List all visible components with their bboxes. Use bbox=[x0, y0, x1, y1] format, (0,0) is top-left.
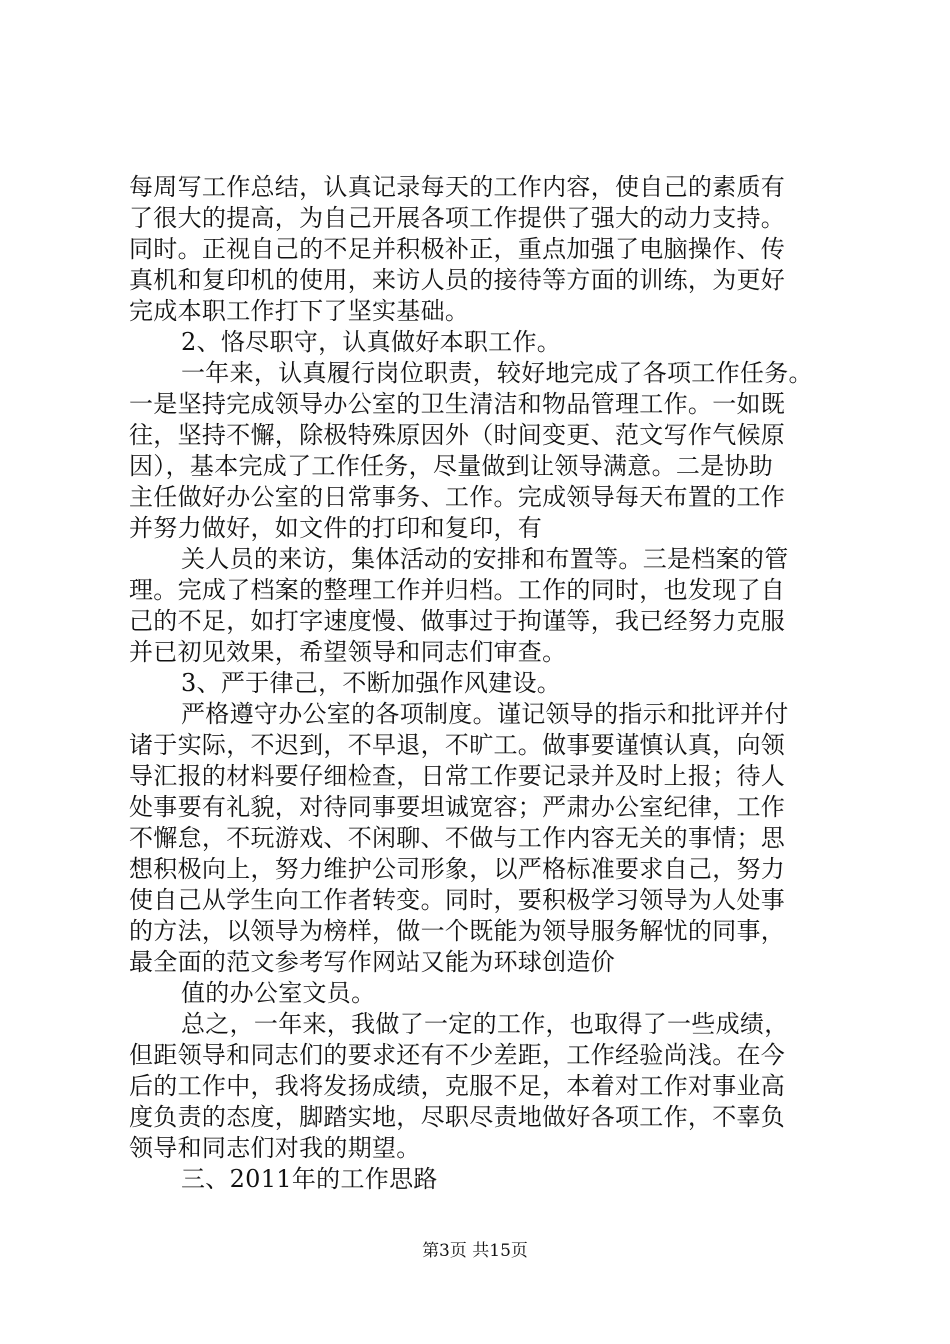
section-heading: 3、严于律己，不断加强作风建设。 bbox=[181, 669, 562, 697]
text-line: 关人员的来访，集体活动的安排和布置等。三是档案的管 bbox=[181, 545, 789, 573]
document-body bbox=[129, 172, 849, 1195]
text-line: 并已初见效果，希望领导和同志们审查。 bbox=[129, 638, 567, 666]
text-line: 处事要有礼貌，对待同事要坦诚宽容；严肃办公室纪律，工作 bbox=[129, 793, 786, 821]
text-line: 不懈怠，不玩游戏、不闲聊、不做与工作内容无关的事情；思 bbox=[129, 824, 786, 852]
section-heading: 三、2011年的工作思路 bbox=[181, 1165, 438, 1193]
text-line: 每周写工作总结，认真记录每天的工作内容，使自己的素质有 bbox=[129, 173, 786, 201]
text-line: 了很大的提高，为自己开展各项工作提供了强大的动力支持。 bbox=[129, 204, 786, 232]
text-line: 的方法，以领导为榜样，做一个既能为领导服务解忧的同事， bbox=[129, 917, 786, 945]
text-line: 因），基本完成了工作任务，尽量做到让领导满意。二是协助 bbox=[129, 452, 774, 480]
text-line: 导汇报的材料要仔细检查，日常工作要记录并及时上报；待人 bbox=[129, 762, 786, 790]
text-line: 一是坚持完成领导办公室的卫生清洁和物品管理工作。一如既 bbox=[129, 390, 786, 418]
text-line: 后的工作中，我将发扬成绩，克服不足，本着对工作对事业高 bbox=[129, 1072, 786, 1100]
text-line: 一年来，认真履行岗位职责，较好地完成了各项工作任务。 bbox=[181, 359, 813, 387]
text-line: 主任做好办公室的日常事务、工作。完成领导每天布置的工作 bbox=[129, 483, 786, 511]
text-line: 往，坚持不懈，除极特殊原因外（时间变更、范文写作气候原 bbox=[129, 421, 786, 449]
text-line: 想积极向上，努力维护公司形象，以严格标准要求自己，努力 bbox=[129, 855, 786, 883]
text-line: 领导和同志们对我的期望。 bbox=[129, 1134, 421, 1162]
text-line: 总之，一年来，我做了一定的工作，也取得了一些成绩， bbox=[181, 1010, 789, 1038]
text-line: 最全面的范文参考写作网站又能为环球创造价 bbox=[129, 948, 615, 976]
text-line: 严格遵守办公室的各项制度。谨记领导的指示和批评并付 bbox=[181, 700, 789, 728]
text-line: 使自己从学生向工作者转变。同时，要积极学习领导为人处事 bbox=[129, 886, 786, 914]
text-line: 并努力做好，如文件的打印和复印，有 bbox=[129, 514, 543, 542]
text-line: 诸于实际，不迟到，不早退，不旷工。做事要谨慎认真，向领 bbox=[129, 731, 786, 759]
text-line: 值的办公室文员。 bbox=[181, 979, 376, 1007]
text-line: 完成本职工作打下了坚实基础。 bbox=[129, 297, 470, 325]
text-line: 但距领导和同志们的要求还有不少差距，工作经验尚浅。在今 bbox=[129, 1041, 786, 1069]
page-number-footer: 第3页 共15页 bbox=[422, 1241, 528, 1261]
text-line: 己的不足，如打字速度慢、做事过于拘谨等，我已经努力克服 bbox=[129, 607, 786, 635]
text-line: 理。完成了档案的整理工作并归档。工作的同时，也发现了自 bbox=[129, 576, 786, 604]
text-line: 真机和复印机的使用，来访人员的接待等方面的训练，为更好 bbox=[129, 266, 786, 294]
section-heading: 2、恪尽职守，认真做好本职工作。 bbox=[181, 328, 562, 356]
text-line: 度负责的态度，脚踏实地，尽职尽责地做好各项工作，不辜负 bbox=[129, 1103, 786, 1131]
text-line: 同时。正视自己的不足并积极补正，重点加强了电脑操作、传 bbox=[129, 235, 786, 263]
